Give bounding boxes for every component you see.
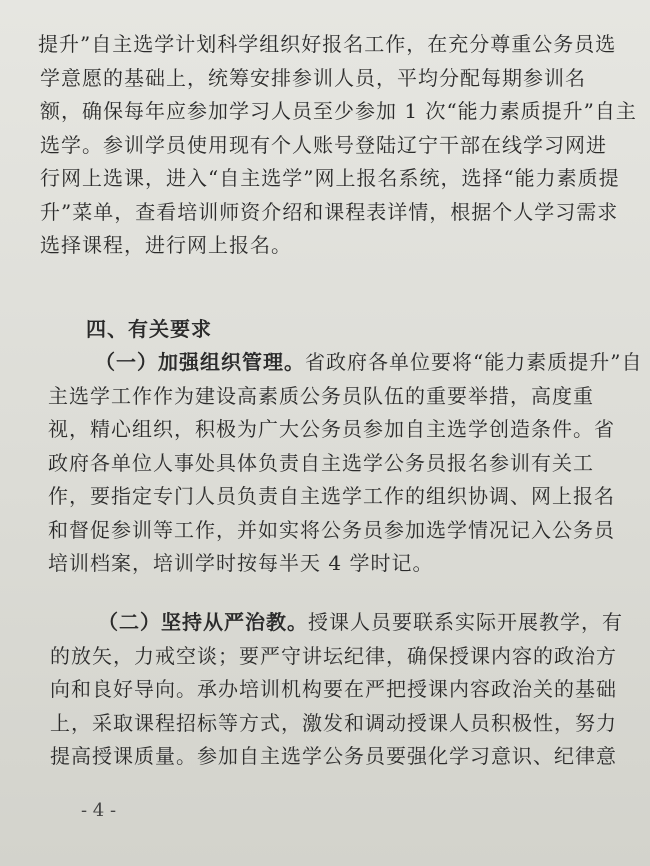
text-line: 的放矢，力戒空谈；要严守讲坛纪律，确保授课内容的政治方 — [50, 643, 617, 668]
text-line: 选择课程，进行网上报名。 — [40, 233, 292, 257]
text-line: 学意愿的基础上，统筹安排参训人员，平均分配每期参训名 — [40, 65, 586, 90]
text-line: 提升”自主选学计划科学组织好报名工作，在充分尊重公务员选 — [38, 32, 617, 56]
text-line: 主选学工作作为建设高素质公务员队伍的重要举措，高度重 — [48, 383, 594, 408]
text-line: 视，精心组织，积极为广大公务员参加自主选学创造条件。省 — [48, 417, 615, 441]
text-line: 选学。参训学员使用现有个人账号登陆辽宁干部在线学习网进 — [40, 132, 607, 157]
paragraph-registration — [0, 28, 650, 263]
text-line: 行网上选课，进入“自主选学”网上报名系统，选择“能力素质提 — [40, 166, 620, 190]
text-run: 省政府各单位要将“能力素质提升”自 — [305, 350, 643, 374]
text-run: 授课人员要联系实际开展教学，有 — [308, 610, 623, 634]
paragraph-teaching — [0, 606, 650, 774]
text-line: 和督促参训等工作，并如实将公务员参加选学情况记入公务员 — [48, 517, 615, 542]
text-line — [0, 606, 650, 640]
text-line: 作，要指定专门人员负责自主选学工作的组织协调、网上报名 — [48, 484, 615, 508]
text-line: 升”菜单，查看培训师资介绍和课程表详情，根据个人学习需求 — [40, 199, 619, 224]
text-line: 提高授课质量。参加自主选学公务员要强化学习意识、纪律意 — [50, 744, 617, 768]
text-line — [0, 346, 650, 380]
text-line: 培训档案，培训学时按每半天 4 学时记。 — [48, 551, 434, 575]
text-line: 额，确保每年应参加学习人员至少参加 1 次“能力素质提升”自主 — [40, 99, 637, 123]
text-line: 政府各单位人事处具体负责自主选学公务员报名参训有关工 — [48, 450, 594, 475]
paragraph-organization — [0, 346, 650, 581]
subsection-heading: （二）坚持从严治教。 — [98, 610, 308, 634]
subsection-heading: （一）加强组织管理。 — [95, 350, 305, 374]
page-number: - 4 - — [81, 800, 117, 821]
section-heading: 四、有关要求 — [86, 317, 212, 341]
text-line: 向和良好导向。承办培训机构要在严把授课内容政治关的基础 — [50, 677, 617, 701]
text-line: 上，采取课程招标等方式，激发和调动授课人员积极性，努力 — [50, 710, 617, 735]
